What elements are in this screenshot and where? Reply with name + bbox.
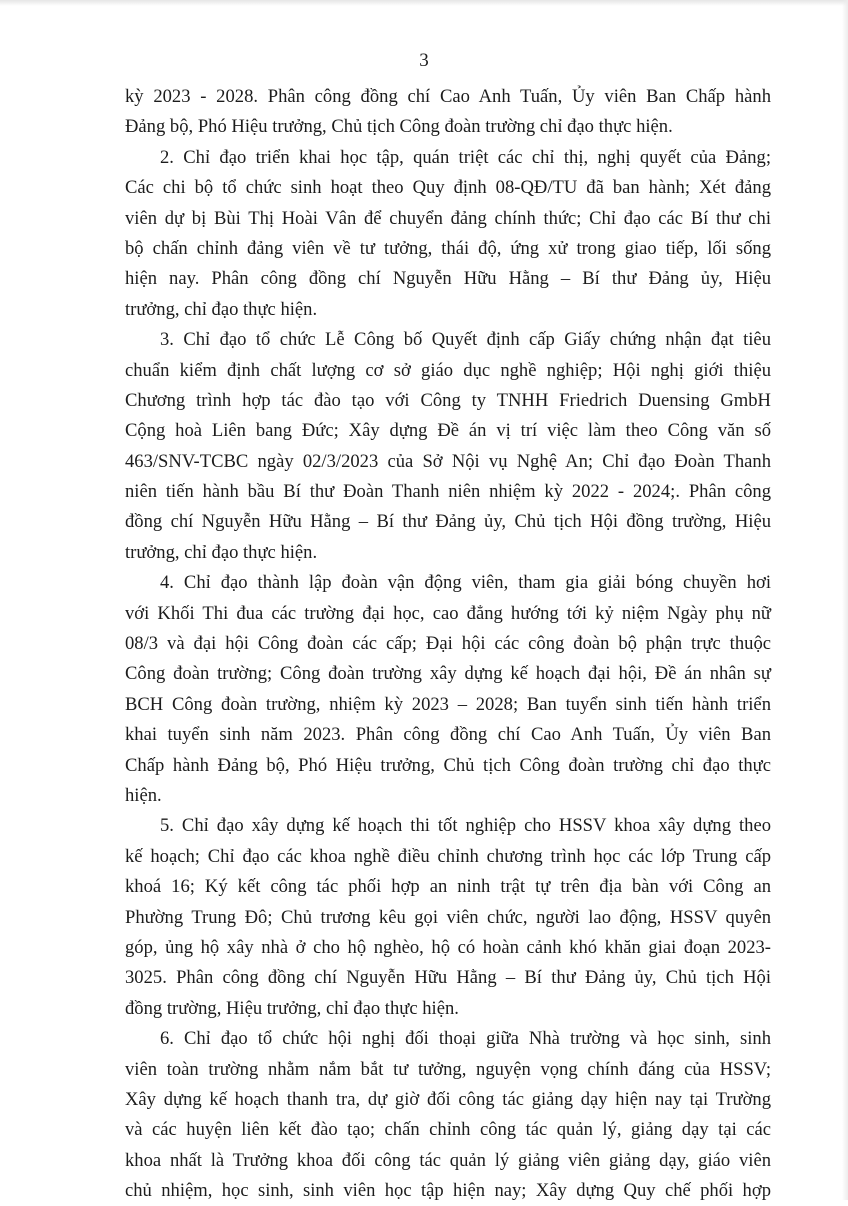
text-line: 4. Chỉ đạo thành lập đoàn vận động viên, tham gia giải bóng chuyền hơi: [160, 572, 771, 594]
text-line: Chương trình hợp tác đào tạo với Công ty TNHH Friedrich Duensing GmbH: [125, 389, 771, 411]
text-line: trưởng, chỉ đạo thực hiện.: [125, 298, 318, 320]
text-line: Xây dựng kế hoạch thanh tra, dự giờ đối công tác giảng dạy hiện nay tại Trường: [125, 1088, 771, 1110]
text-line: 463/SNV-TCBC ngày 02/3/2023 của Sở Nội vụ Nghệ An; Chỉ đạo Đoàn Thanh: [125, 450, 771, 472]
text-line: khoa nhất là Trưởng khoa đối công tác quản lý giảng viên giảng dạy, giáo viên: [125, 1149, 771, 1171]
text-line: BCH Công đoàn trường, nhiệm kỳ 2023 – 2028; Ban tuyển sinh tiến hành triển: [125, 693, 771, 715]
paragraph-6: [125, 1024, 771, 1206]
page-number: 3: [419, 50, 429, 71]
text-line: đồng trường, Hiệu trưởng, chỉ đạo thực hiện.: [125, 997, 459, 1019]
text-line: Đảng bộ, Phó Hiệu trưởng, Chủ tịch Công đoàn trường chỉ đạo thực hiện.: [125, 116, 673, 138]
text-line: viên toàn trường nhằm nắm bắt tư tưởng, nguyện vọng chính đáng của HSSV;: [125, 1058, 771, 1080]
text-line: 08/3 và đại hội Công đoàn các cấp; Đại hội các công đoàn bộ phận trực thuộc: [125, 633, 771, 655]
text-line: Công đoàn trường; Công đoàn trường xây dựng kế hoạch đại hội, Đề án nhân sự: [125, 663, 771, 685]
scan-edge-top: [0, 0, 848, 6]
paragraph-2: [125, 143, 771, 325]
paragraph-4: [125, 568, 771, 811]
text-line: Phường Trung Đô; Chủ trương kêu gọi viên chức, người lao động, HSSV quyên: [125, 906, 771, 928]
text-line: bộ chấn chỉnh đảng viên về tư tưởng, thái độ, ứng xử trong giao tiếp, lối sống: [125, 237, 771, 259]
text-line: trưởng, chỉ đạo thực hiện.: [125, 541, 318, 563]
document-body: [125, 82, 771, 1206]
paragraph-3: [125, 325, 771, 568]
text-line: với Khối Thi đua các trường đại học, cao đẳng hướng tới kỷ niệm Ngày phụ nữ: [125, 602, 771, 624]
text-line: Cộng hoà Liên bang Đức; Xây dựng Đề án vị trí việc làm theo Công văn số: [125, 420, 771, 442]
text-line: Các chi bộ tổ chức sinh hoạt theo Quy định 08-QĐ/TU đã ban hành; Xét đảng: [125, 177, 771, 199]
text-line: 5. Chỉ đạo xây dựng kế hoạch thi tốt nghiệp cho HSSV khoa xây dựng theo: [160, 815, 771, 837]
text-line: 3. Chỉ đạo tổ chức Lễ Công bố Quyết định cấp Giấy chứng nhận đạt tiêu: [160, 329, 771, 351]
text-line: viên dự bị Bùi Thị Hoài Vân để chuyển đảng chính thức; Chỉ đạo các Bí thư chi: [125, 207, 771, 229]
text-line: góp, ủng hộ xây nhà ở cho hộ nghèo, hộ có hoàn cảnh khó khăn giai đoạn 2023-: [125, 936, 771, 958]
text-line: kỳ 2023 - 2028. Phân công đồng chí Cao Anh Tuấn, Ủy viên Ban Chấp hành: [125, 86, 771, 107]
text-line: 6. Chỉ đạo tổ chức hội nghị đối thoại giữa Nhà trường và học sinh, sinh: [160, 1028, 771, 1050]
text-line: niên tiến hành bầu Bí thư Đoàn Thanh niên nhiệm kỳ 2022 - 2024;. Phân công: [125, 481, 771, 503]
text-line: chủ nhiệm, học sinh, sinh viên học tập hiện nay; Xây dựng Quy chế phối hợp: [125, 1180, 771, 1202]
scan-edge-right: [842, 0, 848, 1200]
text-line: khai tuyển sinh năm 2023. Phân công đồng chí Cao Anh Tuấn, Ủy viên Ban: [125, 724, 771, 746]
text-line: 3025. Phân công đồng chí Nguyễn Hữu Hằng – Bí thư Đảng ủy, Chủ tịch Hội: [125, 967, 771, 989]
text-line: kế hoạch; Chỉ đạo các khoa nghề điều chỉnh chương trình học các lớp Trung cấp: [125, 845, 771, 867]
text-line: hiện.: [125, 784, 162, 806]
text-line: chuẩn kiểm định chất lượng cơ sở giáo dục nghề nghiệp; Hội nghị giới thiệu: [125, 359, 771, 381]
paragraph-5: [125, 811, 771, 1024]
text-line: Chấp hành Đảng bộ, Phó Hiệu trưởng, Chủ tịch Công đoàn trường chỉ đạo thực: [125, 754, 771, 776]
paragraph-1: [125, 82, 771, 143]
text-line: và các huyện liên kết đào tạo; chấn chỉnh công tác quản lý, giảng dạy tại các: [125, 1119, 771, 1141]
text-line: hiện nay. Phân công đồng chí Nguyễn Hữu Hằng – Bí thư Đảng ủy, Hiệu: [125, 268, 771, 290]
text-line: 2. Chỉ đạo triển khai học tập, quán triệt các chỉ thị, nghị quyết của Đảng;: [160, 146, 771, 168]
text-line: khoá 16; Ký kết công tác phối hợp an ninh trật tự trên địa bàn với Công an: [125, 876, 771, 898]
text-line: đồng chí Nguyễn Hữu Hằng – Bí thư Đảng ủy, Chủ tịch Hội đồng trường, Hiệu: [125, 511, 771, 533]
